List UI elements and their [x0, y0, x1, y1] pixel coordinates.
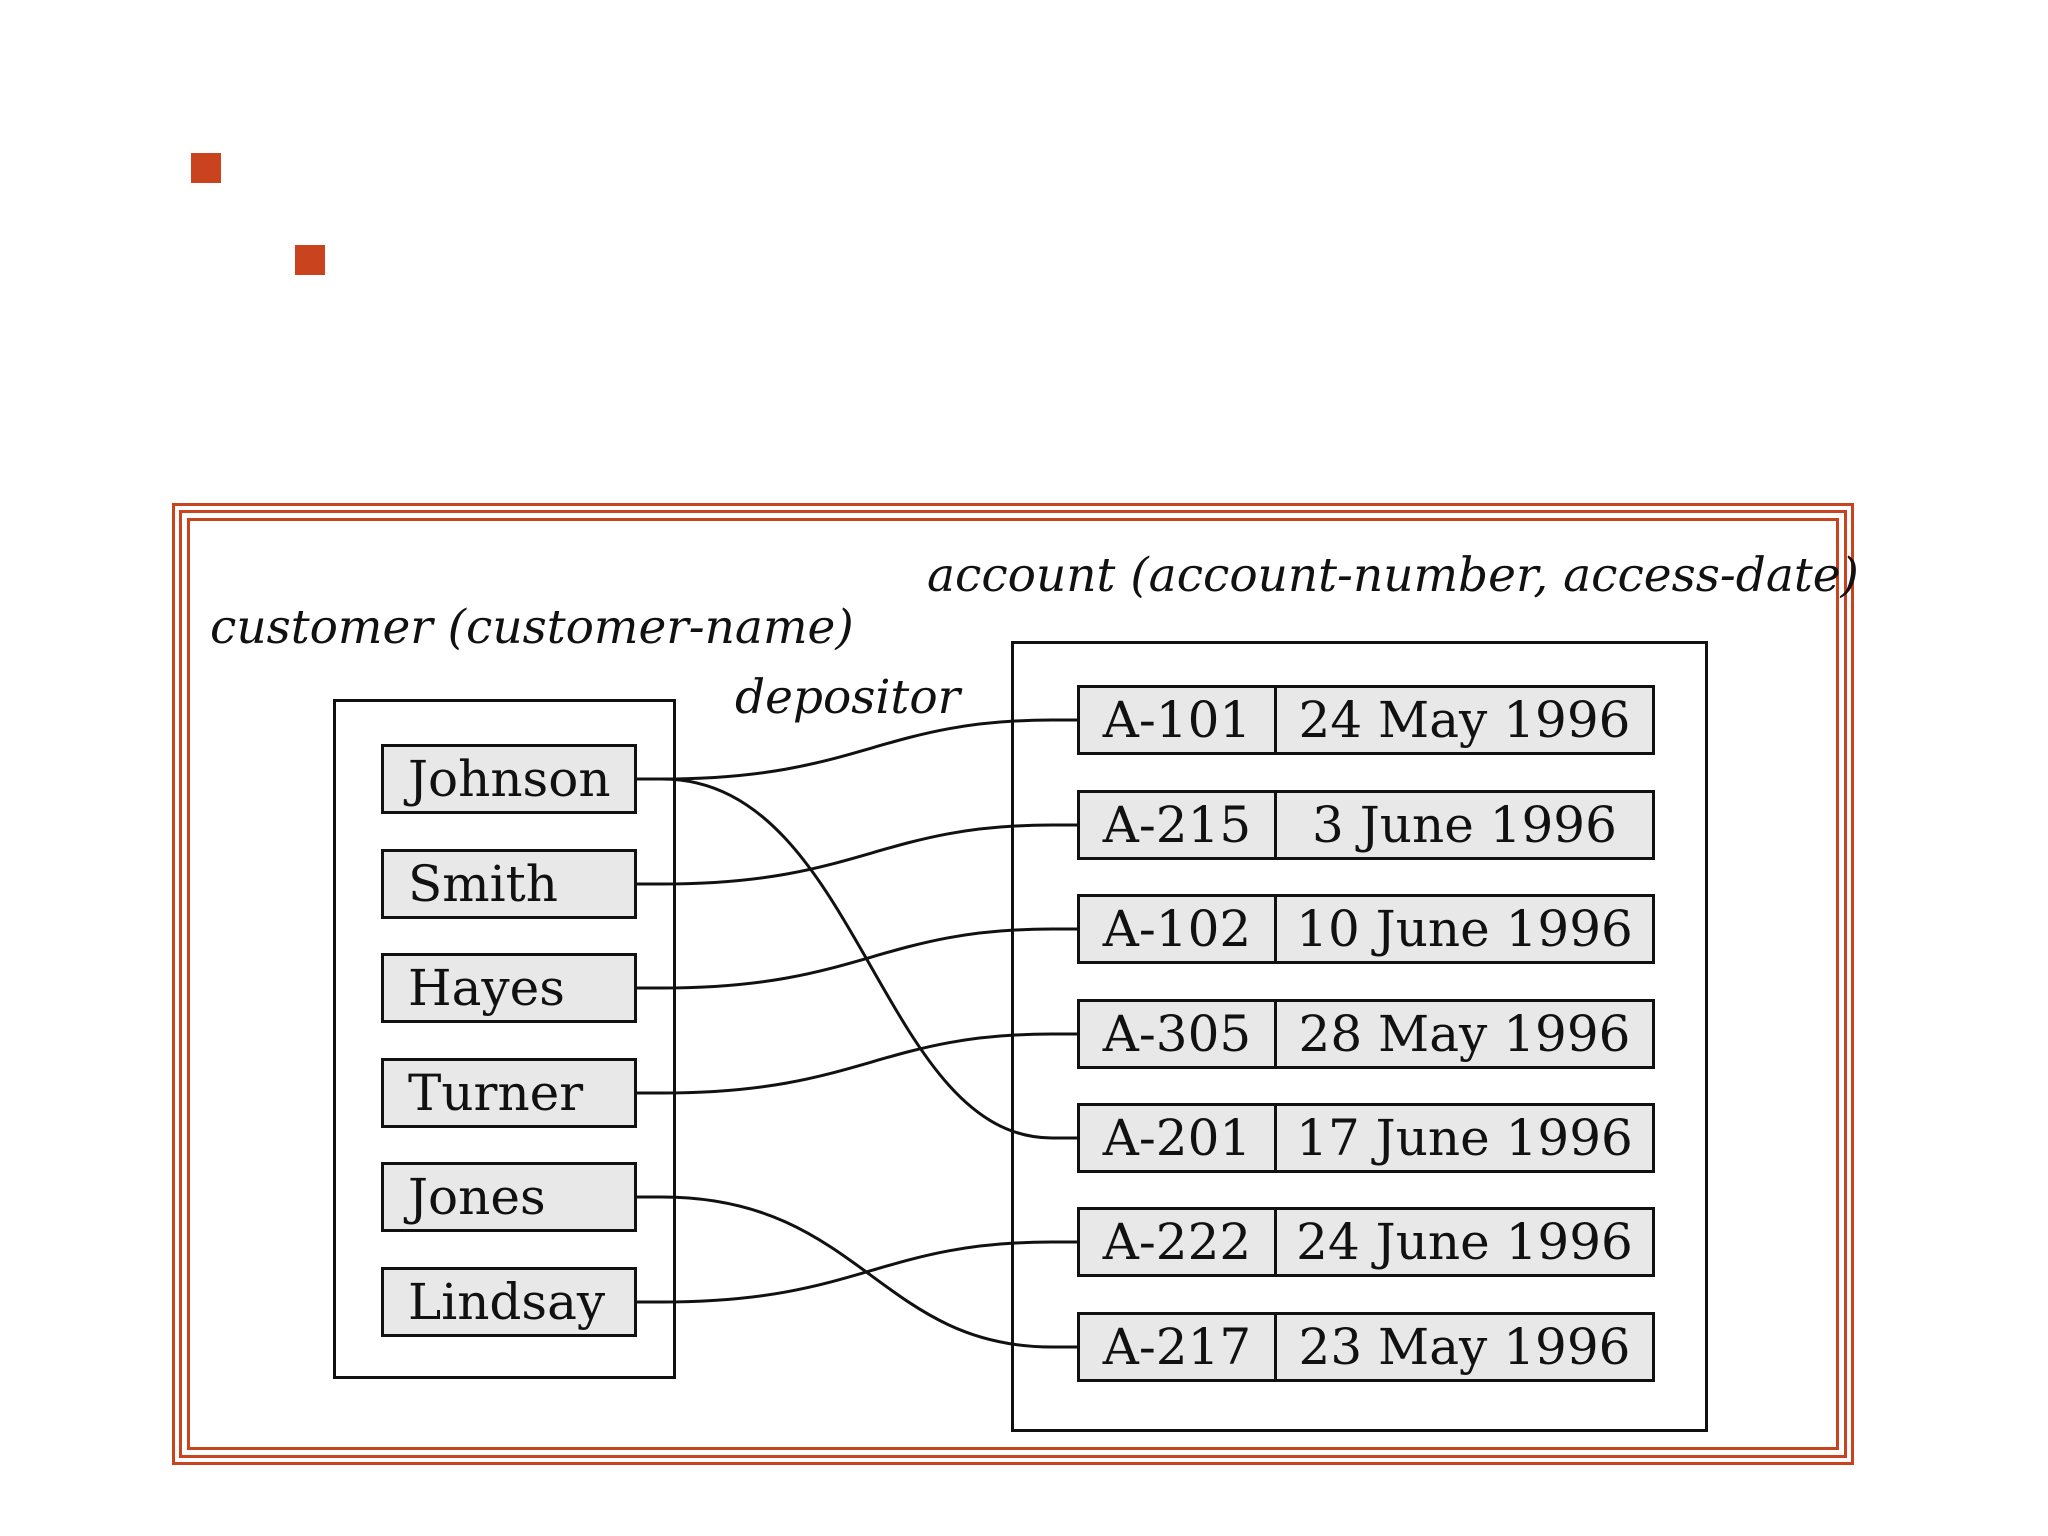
access-date-cell: 3 June 1996 — [1274, 790, 1655, 860]
depositor-label: depositor — [735, 670, 961, 725]
customer-cell-hayes: Hayes — [381, 953, 637, 1023]
customer-set-label: customer (customer-name) — [210, 600, 854, 655]
account-number-cell: A-222 — [1077, 1207, 1277, 1277]
access-date-cell: 10 June 1996 — [1274, 894, 1655, 964]
account-number-cell: A-101 — [1077, 685, 1277, 755]
access-date-cell: 24 June 1996 — [1274, 1207, 1655, 1277]
square-bullet-icon — [295, 245, 325, 275]
account-number-cell: A-102 — [1077, 894, 1277, 964]
account-number-cell: A-305 — [1077, 999, 1277, 1069]
access-date-cell: 23 May 1996 — [1274, 1312, 1655, 1382]
customer-cell-turner: Turner — [381, 1058, 637, 1128]
customer-cell-jones: Jones — [381, 1162, 637, 1232]
square-bullet-icon — [191, 153, 221, 183]
account-number-cell: A-215 — [1077, 790, 1277, 860]
customer-cell-smith: Smith — [381, 849, 637, 919]
access-date-cell: 24 May 1996 — [1274, 685, 1655, 755]
customer-cell-lindsay: Lindsay — [381, 1267, 637, 1337]
account-number-cell: A-217 — [1077, 1312, 1277, 1382]
account-number-cell: A-201 — [1077, 1103, 1277, 1173]
access-date-cell: 17 June 1996 — [1274, 1103, 1655, 1173]
account-set-label: account (account-number, access-date) — [927, 548, 1859, 603]
customer-cell-johnson: Johnson — [381, 744, 637, 814]
access-date-cell: 28 May 1996 — [1274, 999, 1655, 1069]
